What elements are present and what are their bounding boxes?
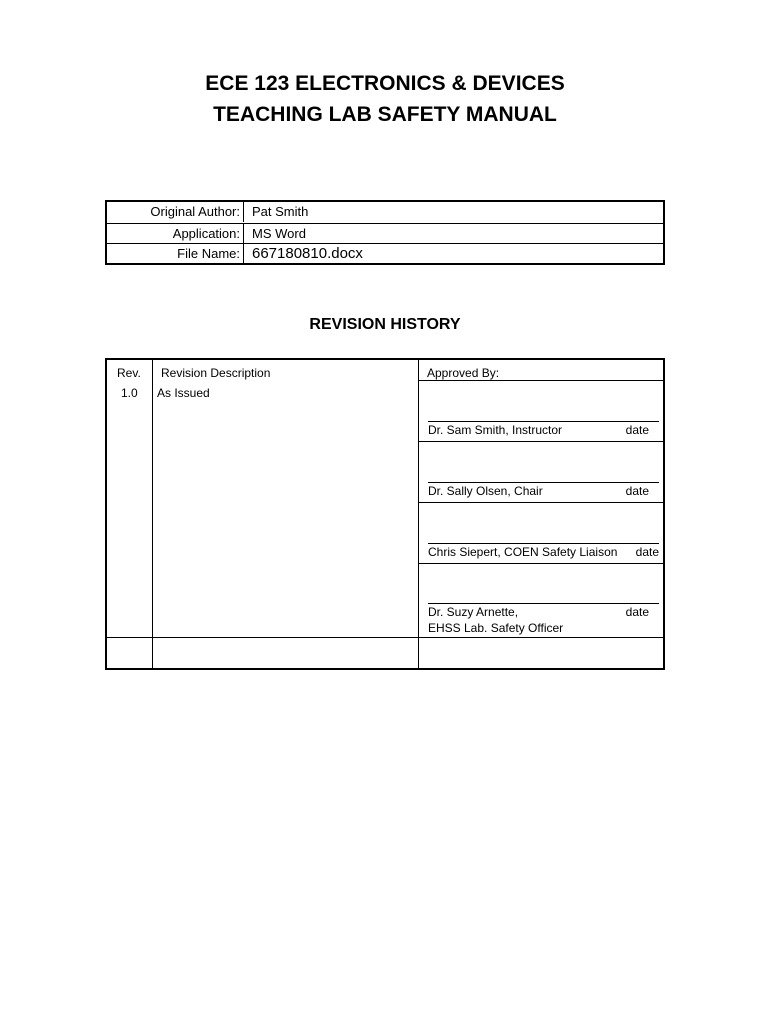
signature-line <box>428 421 659 422</box>
header-rev: Rev. <box>117 366 141 380</box>
signature-line <box>428 603 659 604</box>
approver-name: Dr. Sally Olsen, Chair <box>428 484 543 498</box>
info-value: 667180810.docx <box>243 244 663 264</box>
approver-signature-block <box>424 563 663 637</box>
approver-date: date <box>625 484 649 498</box>
info-label: File Name: <box>177 246 240 261</box>
revision-history-table <box>105 358 665 670</box>
approver-date: date <box>635 545 659 559</box>
signature-line <box>428 543 659 544</box>
row-rev: 1.0 <box>121 386 138 400</box>
approver-title: EHSS Lab. Safety Officer <box>428 621 564 635</box>
info-row-author <box>107 202 663 222</box>
info-value: Pat Smith <box>243 202 663 222</box>
info-row-file-name <box>107 243 663 264</box>
title-line-2: TEACHING LAB SAFETY MANUAL <box>213 103 557 126</box>
column-divider <box>418 360 419 668</box>
approver-signature-block <box>424 502 663 563</box>
info-label: Original Author: <box>150 204 240 219</box>
row-divider <box>107 637 663 638</box>
column-divider <box>152 360 153 668</box>
header-approved-by: Approved By: <box>427 366 500 380</box>
approver-signature-block <box>424 380 663 441</box>
approver-signature-block <box>424 441 663 502</box>
title-line-1: ECE 123 ELECTRONICS & DEVICES <box>205 72 565 95</box>
approver-date: date <box>625 605 649 619</box>
approver-name: Dr. Suzy Arnette, <box>428 605 519 619</box>
approver-name: Chris Siepert, COEN Safety Liaison <box>428 545 618 559</box>
info-row-application <box>107 223 663 244</box>
header-description: Revision Description <box>161 366 271 380</box>
info-value: MS Word <box>243 224 663 244</box>
document-info-table <box>105 200 665 265</box>
approver-date: date <box>625 423 649 437</box>
document-title <box>0 68 770 130</box>
info-label: Application: <box>172 226 240 241</box>
approver-name: Dr. Sam Smith, Instructor <box>428 423 563 437</box>
revision-history-heading: REVISION HISTORY <box>309 316 461 333</box>
signature-line <box>428 482 659 483</box>
row-description: As Issued <box>157 386 210 400</box>
